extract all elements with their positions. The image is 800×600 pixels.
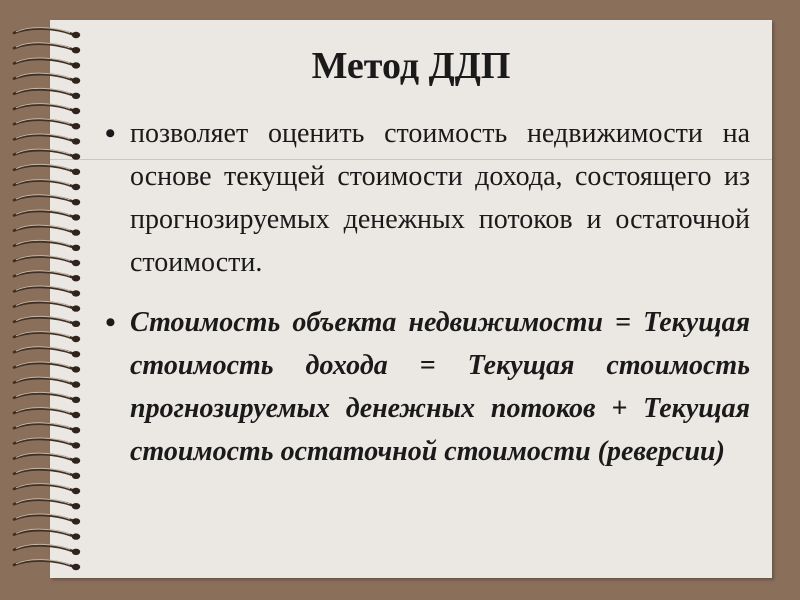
- spiral-coil: [14, 514, 80, 525]
- spiral-coil: [14, 362, 80, 373]
- spiral-coil: [14, 240, 80, 251]
- spiral-coil: [14, 499, 80, 510]
- spiral-coil: [14, 423, 80, 434]
- spiral-coil: [14, 195, 80, 206]
- spiral-coil: [14, 134, 80, 145]
- spiral-coil: [14, 392, 80, 403]
- slide-title: Метод ДДП: [311, 45, 511, 87]
- bullet-text: позволяет оценить стоимость недвижимости на основе текущей стоимости дохода, состоящего из прогнозируемых денежных потоков и остаточной стоимости.: [130, 118, 750, 278]
- spiral-coil: [14, 438, 80, 449]
- spiral-coil: [14, 301, 80, 312]
- spiral-coil: [14, 468, 80, 479]
- spiral-coil: [14, 104, 80, 115]
- bullet-marker: •: [105, 306, 116, 339]
- bullet-marker: •: [105, 117, 116, 150]
- spiral-coil: [14, 529, 80, 540]
- bullet-text: Стоимость объекта недвижимости = Текущая стоимость дохода = Текущая стоимость прогнозируемых денежных потоков + Текущая стоимость остаточной стоимости (реверсии): [130, 307, 750, 467]
- spiral-coil: [14, 347, 80, 358]
- spiral-coil: [14, 286, 80, 297]
- spiral-coil: [14, 180, 80, 191]
- spiral-coil: [14, 377, 80, 388]
- spiral-coil: [14, 164, 80, 175]
- spiral-coil: [14, 271, 80, 282]
- spiral-coil: [14, 210, 80, 221]
- bullet-list: [105, 112, 750, 473]
- spiral-coil: [14, 453, 80, 464]
- spiral-coil: [14, 560, 80, 571]
- spiral-coil: [14, 28, 80, 39]
- spiral-coil: [14, 332, 80, 343]
- spiral-coil: [14, 316, 80, 327]
- spiral-coil: [14, 119, 80, 130]
- spiral-coil: [14, 408, 80, 419]
- spiral-coil: [14, 484, 80, 495]
- spiral-binding-icon: [10, 26, 90, 586]
- bullet-item-description: [105, 112, 750, 284]
- spiral-coil: [14, 88, 80, 99]
- spiral-coil: [14, 225, 80, 236]
- bullet-item-formula: [105, 301, 750, 473]
- spiral-coil: [14, 149, 80, 160]
- spiral-coil: [14, 544, 80, 555]
- spiral-coil: [14, 256, 80, 267]
